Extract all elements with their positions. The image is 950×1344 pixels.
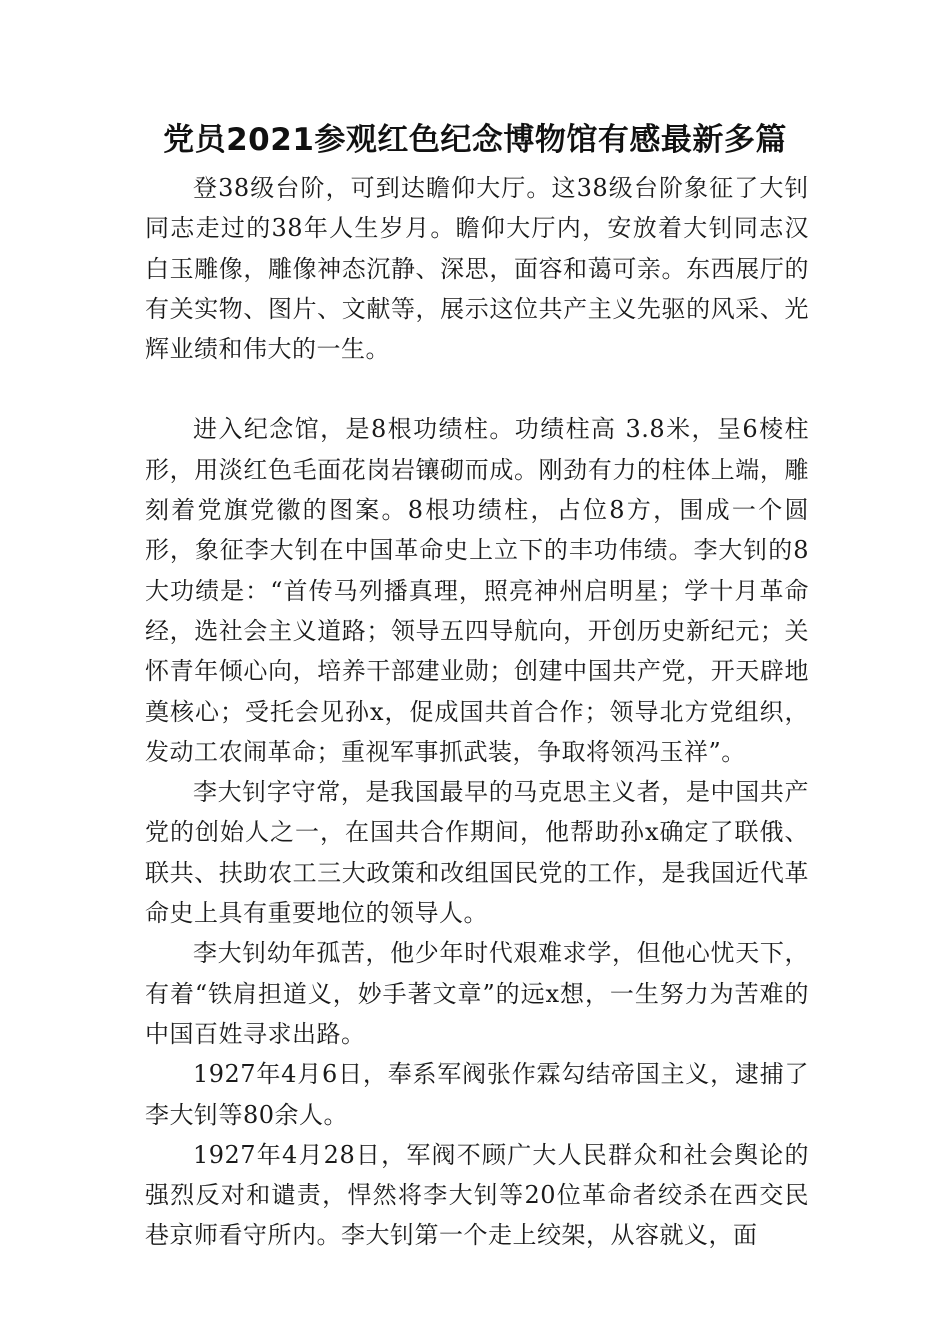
paragraph-spacer [145, 369, 809, 409]
paragraph-execution: 1927年4月28日，军阀不顾广大人民群众和社会舆论的强烈反对和谴责，悍然将李大钊等20位革命者绞杀在西交民巷京师看守所内。李大钊第一个走上绞架，从容就义，面 [145, 1140, 809, 1250]
paragraph-merit-pillars: 进入纪念馆，是8根功绩柱。功绩柱高 3.8米，呈6棱柱形，用淡红色毛面花岗岩镶砌而成。刚劲有力的柱体上端，雕刻着党旗党徽的图案。8根功绩柱，占位8方，围成一个圆形，象征李大钊在中国革命史上立下的丰功伟绩。李大钊的8大功绩是：“首传马列播真理，照亮神州启明星；学十月革命经，选社会主义道路；领导五四导航向，开创历史新纪元；关怀青年倾心向，培养干部建业勋；创建中国共产党，开天辟地奠核心；受托会见孙x，促成国共首合作；领导北方党组织，发动工农闹革命；重视军事抓武装，争取将领冯玉祥”。 [145, 415, 809, 766]
document-title: 党员2021参观红色纪念博物馆有感最新多篇 [163, 122, 787, 158]
paragraph-stairs: 登38级台阶，可到达瞻仰大厅。这38级台阶象征了大钊同志走过的38年人生岁月。瞻仰大厅内，安放着大钊同志汉白玉雕像，雕像神态沉静、深思，面容和蔼可亲。东西展厅的有关实物、图片、文献等，展示这位共产主义先驱的风采、光辉业绩和伟大的一生。 [145, 174, 809, 364]
paragraph-biography: 李大钊字守常，是我国最早的马克思主义者，是中国共产党的创始人之一，在国共合作期间，他帮助孙x确定了联俄、联共、扶助农工三大政策和改组国民党的工作，是我国近代革命史上具有重要地位的领导人。 [145, 778, 809, 928]
paragraph-youth: 李大钊幼年孤苦，他少年时代艰难求学，但他心忧天下，有着“铁肩担道义，妙手著文章”的远x想，一生努力为苦难的中国百姓寻求出路。 [145, 939, 809, 1048]
document-body [145, 168, 809, 1256]
paragraph-arrest: 1927年4月6日，奉系军阀张作霖勾结帝国主义，逮捕了李大钊等80余人。 [145, 1060, 809, 1129]
